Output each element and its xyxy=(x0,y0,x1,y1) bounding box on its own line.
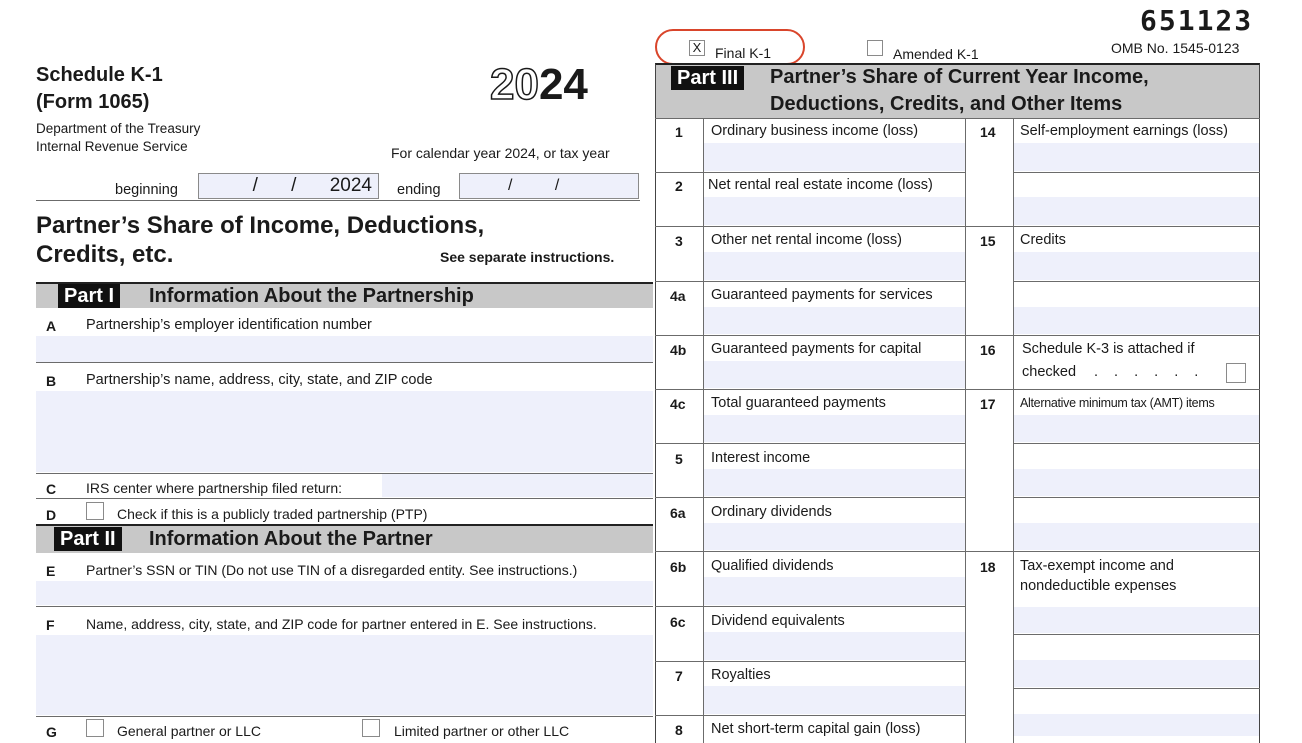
part3-title-line2: Deductions, Credits, and Other Items xyxy=(770,93,1123,115)
ptp-checkbox[interactable] xyxy=(86,502,104,520)
line-2-field[interactable] xyxy=(704,197,965,225)
line-4c-field[interactable] xyxy=(704,415,965,442)
line-18-field-a[interactable] xyxy=(1014,607,1259,633)
divider xyxy=(655,715,965,716)
part3-middle-divider xyxy=(965,118,966,743)
divider xyxy=(1014,497,1260,498)
divider xyxy=(1014,281,1260,282)
divider xyxy=(1014,634,1260,635)
line-4b-field[interactable] xyxy=(704,361,965,388)
divider xyxy=(36,716,653,717)
line-1-number: 1 xyxy=(675,124,683,140)
line-14-number: 14 xyxy=(980,124,996,140)
line-18-field-b[interactable] xyxy=(1014,660,1259,687)
part2-tag: Part II xyxy=(54,527,122,551)
divider xyxy=(1014,172,1260,173)
line-6b-label: Qualified dividends xyxy=(711,558,834,574)
line-14-label: Self-employment earnings (loss) xyxy=(1020,123,1228,139)
partnership-name-address-field[interactable] xyxy=(36,391,653,472)
form-number: (Form 1065) xyxy=(36,91,150,113)
part1-key-a: A xyxy=(46,318,57,334)
divider xyxy=(965,335,1260,336)
line-7-field[interactable] xyxy=(704,686,965,714)
divider xyxy=(655,281,965,282)
line-4a-field[interactable] xyxy=(704,307,965,334)
part1-label-d: Check if this is a publicly traded partnership (PTP) xyxy=(117,506,428,522)
line-17-label: Alternative minimum tax (AMT) items xyxy=(1020,396,1215,410)
line-16-label-line1: Schedule K-3 is attached if xyxy=(1022,341,1195,357)
schedule-k3-checkbox[interactable] xyxy=(1226,363,1246,383)
line-3-number: 3 xyxy=(675,233,683,249)
line-6c-label: Dividend equivalents xyxy=(711,613,845,629)
divider xyxy=(36,606,653,607)
amended-k1-checkbox[interactable] xyxy=(867,40,883,56)
divider xyxy=(965,226,1260,227)
line-8-number: 8 xyxy=(675,722,683,738)
partnership-ein-field[interactable] xyxy=(36,336,653,362)
tax-year-outline: 20 xyxy=(490,60,539,109)
general-partner-checkbox[interactable] xyxy=(86,719,104,737)
part2-key-f: F xyxy=(46,617,55,633)
line-5-label: Interest income xyxy=(711,450,811,466)
line-2-number: 2 xyxy=(675,178,683,194)
final-k1-label: Final K-1 xyxy=(715,45,772,61)
divider xyxy=(655,389,965,390)
line-8-label: Net short-term capital gain (loss) xyxy=(711,721,921,737)
divider xyxy=(965,551,1260,552)
part1-label-a: Partnership’s employer identification number xyxy=(86,317,372,333)
tax-year-bold: 24 xyxy=(538,60,588,109)
line-7-label: Royalties xyxy=(711,667,771,683)
divider xyxy=(655,443,965,444)
line-1-label: Ordinary business income (loss) xyxy=(711,123,919,139)
line-18-field-c[interactable] xyxy=(1014,714,1259,736)
partner-name-address-field[interactable] xyxy=(36,635,653,715)
part1-title: Information About the Partnership xyxy=(149,285,474,307)
part1-key-d: D xyxy=(46,507,57,523)
line-15-field-b[interactable] xyxy=(1014,307,1259,334)
line-6c-number: 6c xyxy=(670,614,686,630)
line-17-field-c[interactable] xyxy=(1014,523,1259,550)
header-divider xyxy=(36,200,640,201)
tax-year xyxy=(490,60,588,110)
divider xyxy=(655,226,965,227)
line-3-field[interactable] xyxy=(704,252,965,280)
line-5-field[interactable] xyxy=(704,469,965,496)
part2-label-e: Partner’s SSN or TIN (Do not use TIN of a disregarded entity. See instructions.) xyxy=(86,562,578,578)
line-4c-label: Total guaranteed payments xyxy=(711,395,886,411)
line-17-field-a[interactable] xyxy=(1014,415,1259,442)
part3-header-bottom xyxy=(655,118,1260,119)
ending-date-field[interactable]: / / xyxy=(459,173,639,199)
part1-label-b: Partnership’s name, address, city, state, and ZIP code xyxy=(86,372,433,388)
divider xyxy=(655,497,965,498)
irs-line: Internal Revenue Service xyxy=(36,139,188,154)
part2-key-g: G xyxy=(46,724,57,740)
line-14-field-b[interactable] xyxy=(1014,197,1259,225)
line-7-number: 7 xyxy=(675,668,683,684)
divider xyxy=(1014,443,1260,444)
line-16-dots: . . . . . . xyxy=(1094,364,1205,380)
divider xyxy=(36,362,653,363)
divider xyxy=(655,551,965,552)
line-4a-label: Guaranteed payments for services xyxy=(711,287,933,303)
irs-center-field[interactable] xyxy=(382,474,653,497)
part2-title: Information About the Partner xyxy=(149,528,433,550)
divider xyxy=(1014,688,1260,689)
line-6b-number: 6b xyxy=(670,559,687,575)
divider xyxy=(655,172,965,173)
line-15-label: Credits xyxy=(1020,232,1066,248)
line-16-label-line2: checked xyxy=(1022,364,1077,380)
line-18-label-line2: nondeductible expenses xyxy=(1020,578,1177,594)
form-code: 651123 xyxy=(1140,4,1254,37)
partner-tin-field[interactable] xyxy=(36,581,653,605)
part1-label-c: IRS center where partnership filed return: xyxy=(86,480,343,496)
line-14-field-a[interactable] xyxy=(1014,143,1259,171)
limited-partner-label: Limited partner or other LLC xyxy=(394,723,570,739)
part2-key-e: E xyxy=(46,563,56,579)
line-17-field-b[interactable] xyxy=(1014,469,1259,496)
line-18-number: 18 xyxy=(980,559,996,575)
line-6a-field[interactable] xyxy=(704,523,965,550)
line-2-label: Net rental real estate income (loss) xyxy=(708,177,933,193)
divider xyxy=(36,498,653,499)
schedule-title: Schedule K-1 xyxy=(36,64,163,86)
see-instructions: See separate instructions. xyxy=(440,249,615,265)
line-4b-number: 4b xyxy=(670,342,687,358)
line-4b-label: Guaranteed payments for capital xyxy=(711,341,922,357)
main-title-line1: Partner’s Share of Income, Deductions, xyxy=(36,212,485,239)
divider xyxy=(655,661,965,662)
line-4c-number: 4c xyxy=(670,396,686,412)
beginning-label: beginning xyxy=(115,182,178,198)
part1-key-b: B xyxy=(46,373,57,389)
main-title-line2: Credits, etc. xyxy=(36,241,174,268)
line-5-number: 5 xyxy=(675,451,683,467)
line-3-label: Other net rental income (loss) xyxy=(711,232,902,248)
line-4a-number: 4a xyxy=(670,288,686,304)
limited-partner-checkbox[interactable] xyxy=(362,719,380,737)
calendar-year-text: For calendar year 2024, or tax year xyxy=(391,145,610,161)
omb-number: OMB No. 1545-0123 xyxy=(1111,40,1240,56)
line-6a-label: Ordinary dividends xyxy=(711,504,832,520)
beginning-date-field[interactable]: / / 2024 xyxy=(198,173,379,199)
line-17-number: 17 xyxy=(980,396,996,412)
part3-title-line1: Partner’s Share of Current Year Income, xyxy=(770,66,1149,88)
line-15-number: 15 xyxy=(980,233,996,249)
final-k1-checkbox[interactable]: X xyxy=(689,40,705,56)
department-line: Department of the Treasury xyxy=(36,121,201,136)
line-6a-number: 6a xyxy=(670,505,686,521)
ending-label: ending xyxy=(397,182,441,198)
divider xyxy=(965,389,1260,390)
divider xyxy=(655,335,965,336)
line-1-field[interactable] xyxy=(704,143,965,171)
divider xyxy=(655,606,965,607)
line-16-number: 16 xyxy=(980,342,996,358)
amended-k1-label: Amended K-1 xyxy=(893,46,979,62)
line-18-label-line1: Tax-exempt income and xyxy=(1020,558,1174,574)
part2-label-f: Name, address, city, state, and ZIP code for partner entered in E. See instructions. xyxy=(86,616,597,632)
part1-key-c: C xyxy=(46,481,57,497)
part3-tag: Part III xyxy=(671,66,744,90)
line-6b-field[interactable] xyxy=(704,577,965,605)
part1-tag: Part I xyxy=(58,284,120,308)
line-6c-field[interactable] xyxy=(704,632,965,660)
general-partner-label: General partner or LLC xyxy=(117,723,261,739)
line-15-field-a[interactable] xyxy=(1014,252,1259,280)
